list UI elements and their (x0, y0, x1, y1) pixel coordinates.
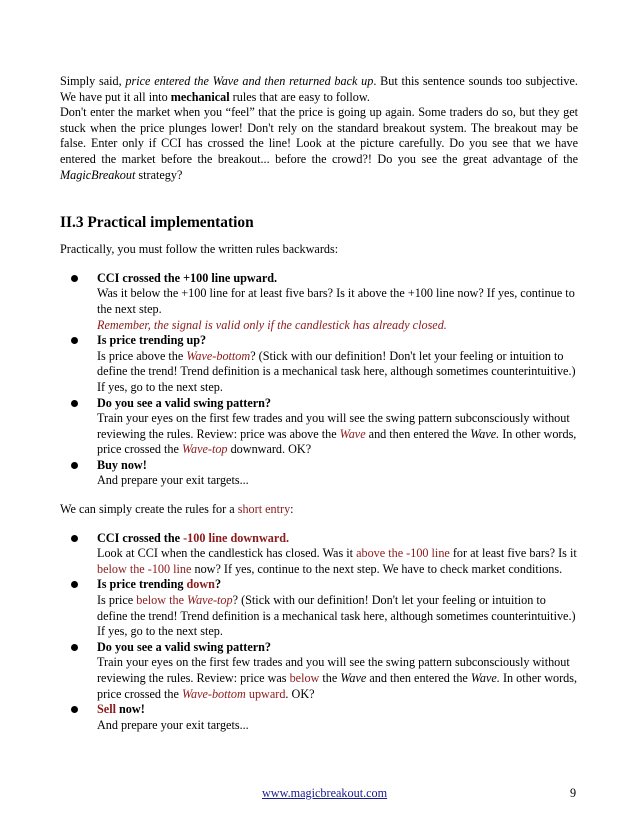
page-number: 9 (570, 786, 577, 800)
text-run: Simply said, (60, 74, 126, 88)
rule-item (60, 640, 578, 702)
text-run: down (186, 577, 215, 592)
text-run: Don't enter the market when you “feel” that the price is going up again. Some traders do so, but they get stuck when the price plunges lower! Don't rely on the standard breakout system. The breakout may be false. Enter only if CCI has crossed the line! Look at the picture carefully. Do you see that we have entered the market before the breakout... before the crowd?! Do you see the great advantage of the (60, 105, 578, 166)
page-content (60, 74, 578, 746)
rule-item (60, 271, 578, 333)
bullet-icon (71, 337, 78, 344)
text-run: ? (214, 577, 222, 592)
short-entry-lead (60, 502, 578, 518)
text-run: . OK? (285, 686, 315, 701)
text-run: now? If yes, continue to the next step. We have to check market conditions. (191, 561, 563, 576)
rule-line (97, 577, 578, 593)
rule-line (97, 349, 578, 396)
rule-line (97, 458, 578, 474)
rule-line (97, 396, 578, 412)
text-run: Sell (97, 702, 116, 717)
rule-line (97, 655, 578, 702)
text-run: Do you see a valid swing pattern? (97, 395, 272, 410)
bullet-icon (71, 644, 78, 651)
text-run: Wave-top (187, 593, 233, 608)
rule-line (97, 546, 578, 577)
text-run: rules that are easy to follow. (229, 89, 370, 104)
rule-item (60, 333, 578, 395)
text-run: and then entered the (365, 426, 471, 441)
text-run: strategy? (135, 167, 183, 182)
text-run: the (319, 671, 341, 685)
bullet-icon (71, 581, 78, 588)
section-lead: Practically, you must follow the written rules backwards: (60, 242, 339, 257)
text-run: And prepare your exit targets... (97, 717, 249, 732)
text-run: In other words, price crossed the (97, 671, 578, 701)
text-run: ? (Stick with our definition! Don't let your feeling or intuition to define the trend! Trend definition is a mechanical task here, although sometimes counterintuitive.) If yes, go to the next step. (97, 348, 576, 394)
rule-item (60, 702, 578, 733)
text-run: Is price (97, 593, 137, 608)
text-run: Is price trending (97, 577, 187, 592)
text-run: price entered the Wave and then returned back up (125, 74, 374, 88)
text-run: Is price trending up? (97, 333, 207, 348)
bullet-icon (71, 400, 78, 407)
intro-paragraph-1 (60, 74, 578, 105)
text-run: Remember, the signal is valid only if the candlestick has already closed. (97, 317, 447, 332)
text-run: above the -100 line (356, 546, 450, 561)
text-run: mechanical (170, 89, 230, 104)
text-run: Wave (340, 671, 367, 685)
rule-line (97, 531, 578, 547)
text-run: Wave-bottom (186, 348, 251, 363)
text-run: short entry (237, 502, 291, 517)
text-run: Train your eyes on the first few trades and you will see the swing pattern subconsciously without reviewing the rules. Review: price was above the (97, 411, 570, 441)
rule-line (97, 593, 578, 640)
long-entry-rules (60, 271, 578, 489)
bullet-icon (71, 462, 78, 469)
text-run: And prepare your exit targets... (97, 473, 249, 488)
website-link[interactable]: www.magicbreakout.com (262, 786, 388, 800)
intro-paragraph-2 (60, 105, 578, 183)
rule-item (60, 396, 578, 458)
text-run: below (289, 671, 320, 685)
text-run: -100 line downward. (183, 530, 290, 545)
text-run: Wave. (470, 671, 500, 685)
rule-line (97, 702, 578, 718)
bullet-icon (71, 275, 78, 282)
text-run: Wave (339, 426, 366, 441)
rule-item (60, 458, 578, 489)
text-run: Is price above the (97, 348, 187, 363)
rule-line (97, 718, 578, 734)
rule-line (97, 286, 578, 317)
rule-line (97, 411, 578, 458)
rule-line (97, 318, 578, 334)
text-run: Do you see a valid swing pattern? (97, 639, 272, 654)
text-run: for at least five bars? Is it (449, 546, 577, 561)
text-run: Wave-bottom (181, 686, 246, 701)
rule-item (60, 577, 578, 639)
text-run: Was it below the +100 line for at least five bars? Is it above the +100 line now? If yes, continue to the next step. (97, 286, 575, 316)
text-run: downward. OK? (227, 442, 312, 457)
text-run: CCI crossed the (97, 530, 184, 545)
text-run: below the -100 line (97, 561, 192, 576)
text-run: ? (Stick with our definition! Don't let your feeling or intuition to define the trend! Trend definition is a mechanical task here, although sometimes counterintuitive.) If yes, go to the next step. (97, 593, 576, 639)
bullet-icon (71, 535, 78, 542)
text-run: Train your eyes on the first few trades and you will see the swing pattern subconsciously without reviewing the rules. Review: price was (97, 655, 570, 685)
rule-line (97, 271, 578, 287)
text-run: Wave. (470, 426, 500, 441)
intro-paragraphs (60, 74, 578, 183)
text-run: CCI crossed the +100 line upward. (97, 270, 278, 285)
text-run: In other words, price crossed the (97, 426, 577, 457)
text-run: . But this sentence sounds too subjective. We have put it all into (60, 74, 578, 104)
text-run: Look at CCI when the candlestick has closed. Was it (97, 546, 357, 561)
rule-line (97, 333, 578, 349)
rule-line (97, 473, 578, 489)
section-heading: II.3 Practical implementation (60, 214, 254, 232)
text-run: MagicBreakout (60, 167, 136, 182)
text-run: now! (115, 702, 145, 717)
bullet-icon (71, 706, 78, 713)
rule-item (60, 531, 578, 578)
text-run: upward (248, 686, 286, 701)
text-run: We can simply create the rules for a (60, 502, 238, 517)
text-run: and then entered the (366, 671, 471, 685)
text-run: Wave-top (181, 442, 228, 457)
text-run: : (290, 502, 294, 517)
text-run: Buy now! (97, 457, 147, 472)
short-entry-rules (60, 531, 578, 734)
rule-line (97, 640, 578, 656)
text-run: below the (136, 593, 188, 608)
